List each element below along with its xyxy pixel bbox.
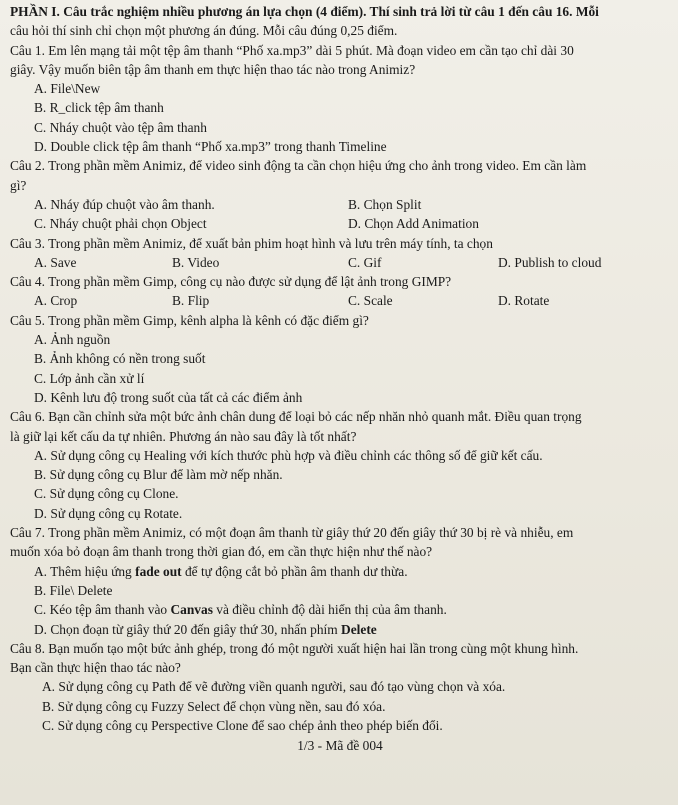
question-6-option-a: A. Sử dụng công cụ Healing với kích thước phù hợp và điều chỉnh các thông số để giữ kết cấu. <box>34 447 543 463</box>
question-7-option-d-pre: D. Chọn đoạn từ giây thứ 20 đến giây thứ 30, nhấn phím <box>34 621 342 637</box>
question-6-option-b: B. Sử dụng công cụ Blur để làm mờ nếp nhăn. <box>34 467 283 483</box>
question-2-option-a: A. Nháy đúp chuột vào âm thanh. <box>34 196 215 212</box>
question-4-option-c: C. Scale <box>348 293 393 309</box>
question-6-stem-cont: là giữ lại kết cấu da tự nhiên. Phương án nào sau đây là tốt nhất? <box>10 428 357 444</box>
question-2-option-c: C. Nháy chuột phải chọn Object <box>34 216 207 232</box>
question-4-option-d: D. Rotate <box>498 293 550 309</box>
question-7-option-b: B. File\ Delete <box>34 582 113 598</box>
question-5-stem: Câu 5. Trong phần mềm Gimp, kênh alpha là kênh có đặc điểm gì? <box>10 312 369 328</box>
question-2-option-d: D. Chọn Add Animation <box>348 216 479 232</box>
question-7-option-a-pre: A. Thêm hiệu ứng <box>34 563 136 579</box>
question-3-options <box>10 253 670 272</box>
question-7-option-c <box>10 600 670 619</box>
page-footer: 1/3 - Mã đề 004 <box>297 738 383 754</box>
question-7-option-c-bold: Canvas <box>170 602 213 618</box>
question-2-option-b: B. Chọn Split <box>348 196 422 212</box>
section-heading-line2: câu hỏi thí sinh chỉ chọn một phương án đúng. Mỗi câu đúng 0,25 điểm. <box>10 23 398 39</box>
question-1-option-c: C. Nháy chuột vào tệp âm thanh <box>34 119 207 135</box>
question-5-option-d: D. Kênh lưu độ trong suốt của tất cả các điểm ảnh <box>34 389 303 405</box>
question-3-stem: Câu 3. Trong phần mềm Animiz, để xuất bản phim hoạt hình và lưu trên máy tính, ta chọn <box>10 235 493 251</box>
question-2-options-row2 <box>10 214 670 233</box>
question-1-option-a: A. File\New <box>34 81 101 97</box>
question-1-stem: Câu 1. Em lên mạng tải một tệp âm thanh “Phố xa.mp3” dài 5 phút. Mà đoạn video em cần tạo chỉ dài 30 <box>10 42 574 58</box>
question-7-option-c-post: và điều chỉnh độ dài hiển thị của âm thanh. <box>212 602 447 618</box>
question-6-option-d: D. Sử dụng công cụ Rotate. <box>34 505 183 521</box>
question-7-option-d <box>10 620 670 639</box>
question-1-option-d: D. Double click tệp âm thanh “Phố xa.mp3” trong thanh Timeline <box>34 139 387 155</box>
question-3-option-c: C. Gif <box>348 254 382 270</box>
question-7-option-d-bold: Delete <box>341 621 377 637</box>
question-7-option-c-pre: C. Kéo tệp âm thanh vào <box>34 602 171 618</box>
question-3-option-b: B. Video <box>172 254 220 270</box>
section-heading-line1: PHẦN I. Câu trắc nghiệm nhiều phương án lựa chọn (4 điểm). Thí sinh trả lời từ câu 1 đến câu 16. Mỗi <box>10 4 599 19</box>
question-3-option-a: A. Save <box>34 254 77 270</box>
question-7-stem-cont: muốn xóa bỏ đoạn âm thanh trong thời gian đó, em cần thực hiện như thế nào? <box>10 544 433 560</box>
question-7-option-a-bold: fade out <box>135 563 182 579</box>
question-4-stem: Câu 4. Trong phần mềm Gimp, công cụ nào được sử dụng để lật ảnh trong GIMP? <box>10 274 452 290</box>
section-heading-cont <box>10 21 670 40</box>
section-heading <box>10 2 670 21</box>
question-7-stem: Câu 7. Trong phần mềm Animiz, có một đoạn âm thanh từ giây thứ 20 đến giây thứ 30 bị rè và nhiễu, em <box>10 525 574 541</box>
question-1-option-b: B. R_click tệp âm thanh <box>34 100 164 116</box>
question-4-option-a: A. Crop <box>34 293 78 309</box>
question-5-option-c: C. Lớp ảnh cần xử lí <box>34 370 145 386</box>
question-8-option-a: A. Sử dụng công cụ Path để vẽ đường viền quanh người, sau đó tạo vùng chọn và xóa. <box>42 679 506 695</box>
question-8-stem: Câu 8. Bạn muốn tạo một bức ảnh ghép, trong đó một người xuất hiện hai lần trong cùng một khung hình. <box>10 640 579 656</box>
question-2-stem: Câu 2. Trong phần mềm Animiz, để video sinh động ta cần chọn hiệu ứng cho ảnh trong video. Em cần làm <box>10 158 587 174</box>
question-2-stem-cont: gì? <box>10 177 27 193</box>
question-2-options-row1 <box>10 195 670 214</box>
question-7-option-a <box>10 562 670 581</box>
question-5-option-a: A. Ảnh nguồn <box>34 332 111 348</box>
question-1-stem-cont: giây. Vậy muốn biên tập âm thanh em thực hiện thao tác nào trong Animiz? <box>10 61 416 77</box>
question-8-stem-cont: Bạn cần thực hiện thao tác nào? <box>10 660 181 676</box>
question-4-options <box>10 291 670 310</box>
question-5-option-b: B. Ảnh không có nền trong suốt <box>34 351 206 367</box>
question-7-option-a-post: để tự động cắt bỏ phần âm thanh dư thừa. <box>181 563 408 579</box>
question-4-option-b: B. Flip <box>172 293 210 309</box>
question-6-option-c: C. Sử dụng công cụ Clone. <box>34 486 179 502</box>
question-6-stem: Câu 6. Bạn cần chỉnh sửa một bức ảnh chân dung để loại bỏ các nếp nhăn nhỏ quanh mắt. Điều quan trọng <box>10 409 582 425</box>
question-8-option-c: C. Sử dụng công cụ Perspective Clone để sao chép ảnh theo phép biến đổi. <box>42 717 443 733</box>
question-8-option-b: B. Sử dụng công cụ Fuzzy Select để chọn vùng nền, sau đó xóa. <box>42 698 386 714</box>
question-3-option-d: D. Publish to cloud <box>498 254 602 270</box>
